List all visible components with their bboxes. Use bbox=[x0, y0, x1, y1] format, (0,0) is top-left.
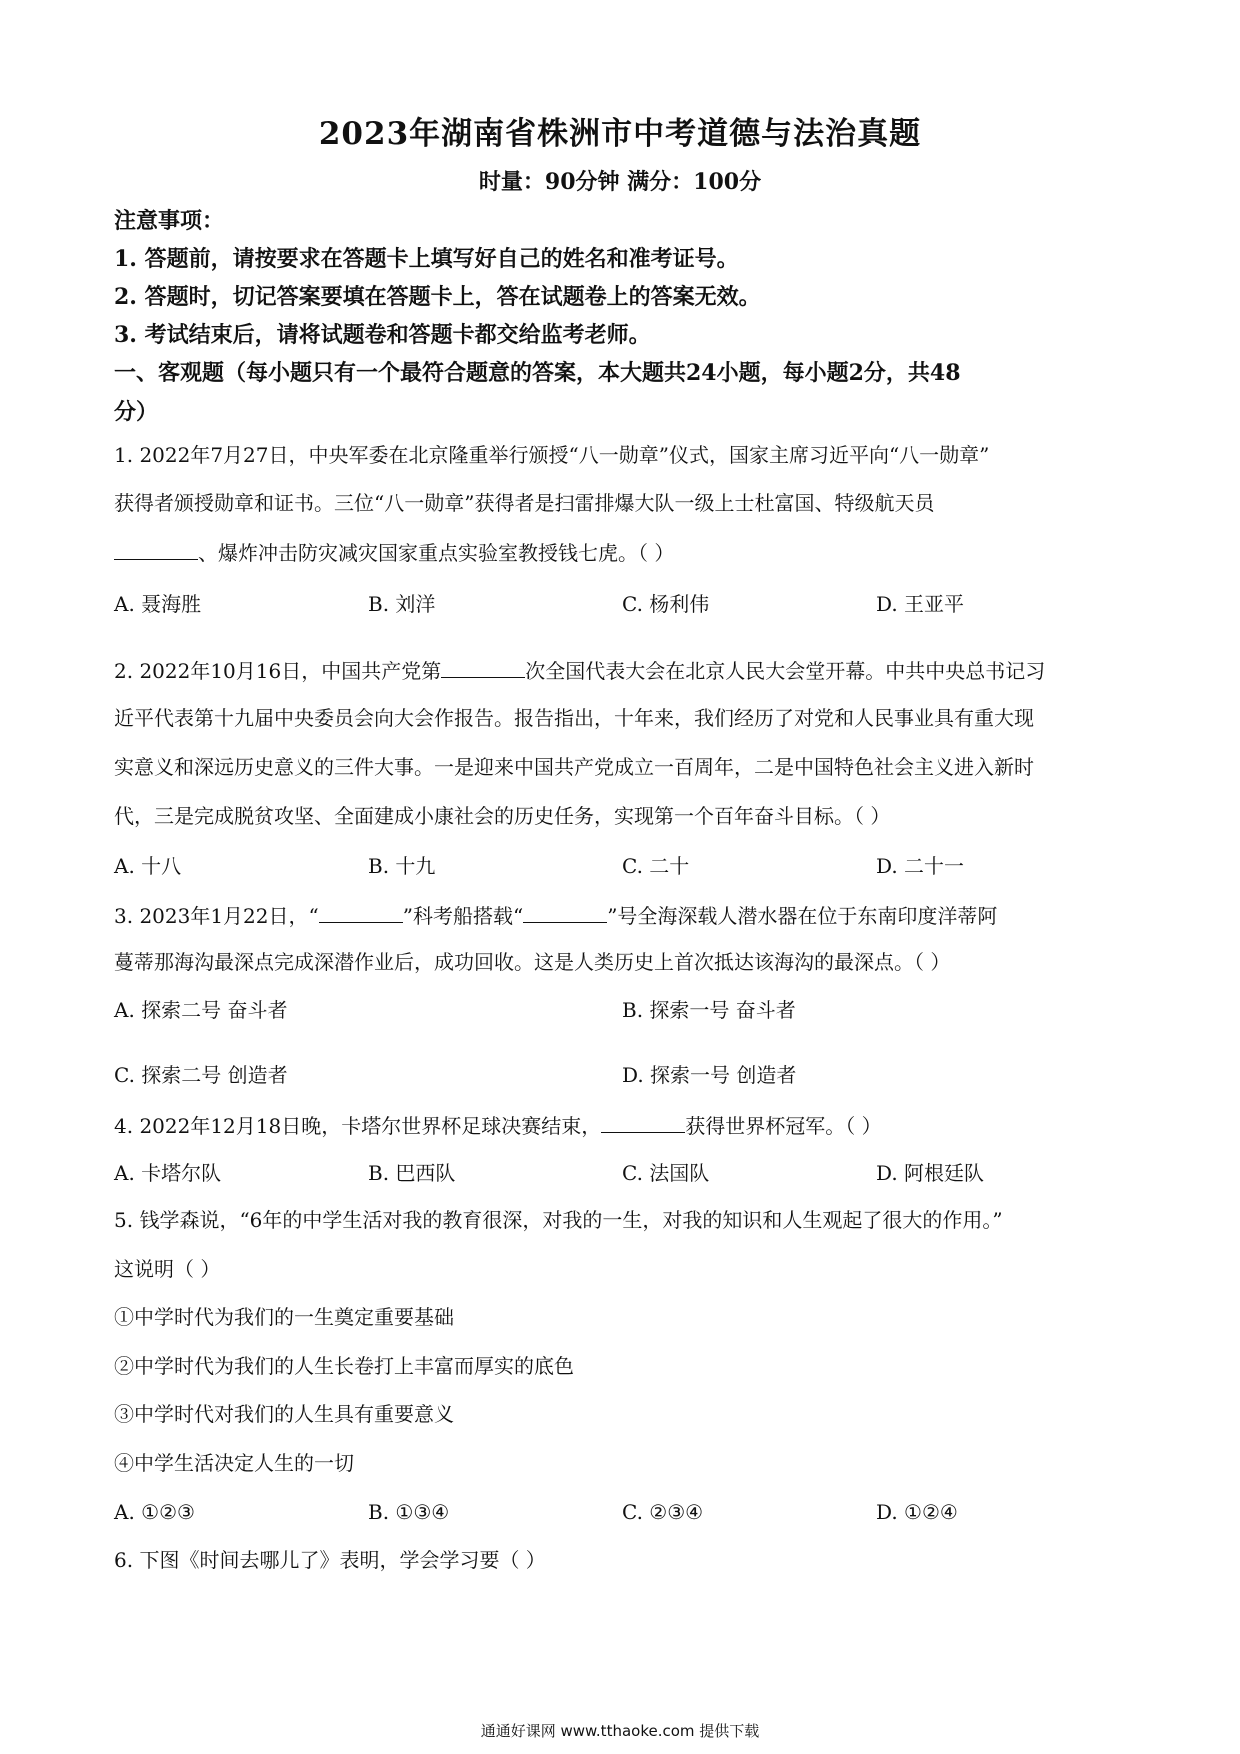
question-5-statement: ④中学生活决定人生的一切 bbox=[114, 1451, 354, 1475]
question-2-text: 2. 2022年10月16日，中国共产党第 bbox=[114, 659, 442, 683]
question-1-option-c: C. 杨利伟 bbox=[622, 592, 710, 616]
question-2-option-b: B. 十九 bbox=[368, 854, 436, 878]
question-3-text: 3. 2023年1月22日，“ bbox=[114, 904, 319, 928]
question-1-line bbox=[114, 541, 1134, 563]
notice-heading: 注意事项： bbox=[114, 208, 225, 234]
answer-blank bbox=[601, 1114, 685, 1133]
question-1-option-d: D. 王亚平 bbox=[876, 592, 965, 616]
question-4-option-d: D. 阿根廷队 bbox=[876, 1161, 985, 1185]
question-4-text: 4. 2022年12月18日晚，卡塔尔世界杯足球决赛结束， bbox=[114, 1114, 602, 1138]
question-2-option-a: A. 十八 bbox=[114, 854, 182, 878]
question-1-line: 获得者颁授勋章和证书。三位“八一勋章”获得者是扫雷排爆大队一级上士杜富国、特级航天员 bbox=[114, 491, 935, 515]
question-4-text: 获得世界杯冠军。（ ） bbox=[685, 1114, 882, 1138]
question-5-option-b: B. ①③④ bbox=[368, 1500, 450, 1524]
page-title: 2023年湖南省株洲市中考道德与法治真题 bbox=[318, 116, 922, 152]
question-1-text: 、爆炸冲击防灾减灾国家重点实验室教授钱七虎。（ ） bbox=[198, 541, 675, 565]
question-5-line: 5. 钱学森说，“6年的中学生活对我的教育很深，对我的一生，对我的知识和人生观起了很大的作用。” bbox=[114, 1208, 1003, 1232]
notice-item: 3. 考试结束后，请将试题卷和答题卡都交给监考老师。 bbox=[114, 322, 651, 348]
exam-time-score: 时量：90分钟 满分：100分 bbox=[478, 169, 762, 195]
question-4-line bbox=[114, 1114, 1134, 1136]
question-5-option-c: C. ②③④ bbox=[622, 1500, 704, 1524]
question-3-text: ”科考船搭载“ bbox=[402, 904, 524, 928]
question-1-option-b: B. 刘洋 bbox=[368, 592, 436, 616]
question-3-option-c: C. 探索二号 创造者 bbox=[114, 1063, 288, 1087]
question-4-option-c: C. 法国队 bbox=[622, 1161, 710, 1185]
question-5-line: 这说明（ ） bbox=[114, 1257, 221, 1281]
question-6-line: 6. 下图《时间去哪儿了》表明，学会学习要（ ） bbox=[114, 1548, 546, 1572]
question-3-line bbox=[114, 904, 1134, 926]
question-3-option-d: D. 探索一号 创造者 bbox=[622, 1063, 797, 1087]
question-5-statement: ②中学时代为我们的人生长卷打上丰富而厚实的底色 bbox=[114, 1354, 574, 1378]
question-1-option-a: A. 聂海胜 bbox=[114, 592, 202, 616]
section-heading-cont: 分） bbox=[114, 399, 159, 425]
notice-item: 1. 答题前，请按要求在答题卡上填写好自己的姓名和准考证号。 bbox=[114, 246, 739, 272]
question-3-option-b: B. 探索一号 奋斗者 bbox=[622, 998, 796, 1022]
question-4-option-a: A. 卡塔尔队 bbox=[114, 1161, 222, 1185]
question-5-statement: ①中学时代为我们的一生奠定重要基础 bbox=[114, 1305, 454, 1329]
question-3-line: 蔓蒂那海沟最深点完成深潜作业后，成功回收。这是人类历史上首次抵达该海沟的最深点。（ ） bbox=[114, 950, 951, 974]
question-2-line: 代，三是完成脱贫攻坚、全面建成小康社会的历史任务，实现第一个百年奋斗目标。（ ） bbox=[114, 804, 891, 828]
question-5-option-d: D. ①②④ bbox=[876, 1500, 958, 1524]
question-2-text: 次全国代表大会在北京人民大会堂开幕。中共中央总书记习 bbox=[525, 659, 1046, 683]
answer-blank bbox=[441, 659, 525, 678]
answer-blank bbox=[523, 904, 607, 923]
question-5-statement: ③中学时代对我们的人生具有重要意义 bbox=[114, 1402, 454, 1426]
answer-blank bbox=[319, 904, 403, 923]
question-2-option-d: D. 二十一 bbox=[876, 854, 965, 878]
question-2-line: 实意义和深远历史意义的三件大事。一是迎来中国共产党成立一百周年，二是中国特色社会主义进入新时 bbox=[114, 755, 1034, 779]
question-3-option-a: A. 探索二号 奋斗者 bbox=[114, 998, 288, 1022]
question-1-line: 1. 2022年7月27日，中央军委在北京隆重举行颁授“八一勋章”仪式，国家主席习近平向“八一勋章” bbox=[114, 443, 990, 467]
question-2-line: 近平代表第十九届中央委员会向大会作报告。报告指出，十年来，我们经历了对党和人民事业具有重大现 bbox=[114, 706, 1034, 730]
question-4-option-b: B. 巴西队 bbox=[368, 1161, 456, 1185]
notice-item: 2. 答题时，切记答案要填在答题卡上，答在试题卷上的答案无效。 bbox=[114, 284, 761, 310]
question-5-option-a: A. ①②③ bbox=[114, 1500, 195, 1524]
question-3-text: ”号全海深载人潜水器在位于东南印度洋蒂阿 bbox=[607, 904, 998, 928]
question-2-option-c: C. 二十 bbox=[622, 854, 690, 878]
page-footer: 通通好课网 www.tthaoke.com 提供下载 bbox=[480, 1722, 760, 1740]
question-2-line bbox=[114, 659, 1134, 681]
answer-blank bbox=[114, 541, 198, 560]
section-heading: 一、客观题（每小题只有一个最符合题意的答案，本大题共24小题，每小题2分，共48 bbox=[114, 360, 961, 386]
